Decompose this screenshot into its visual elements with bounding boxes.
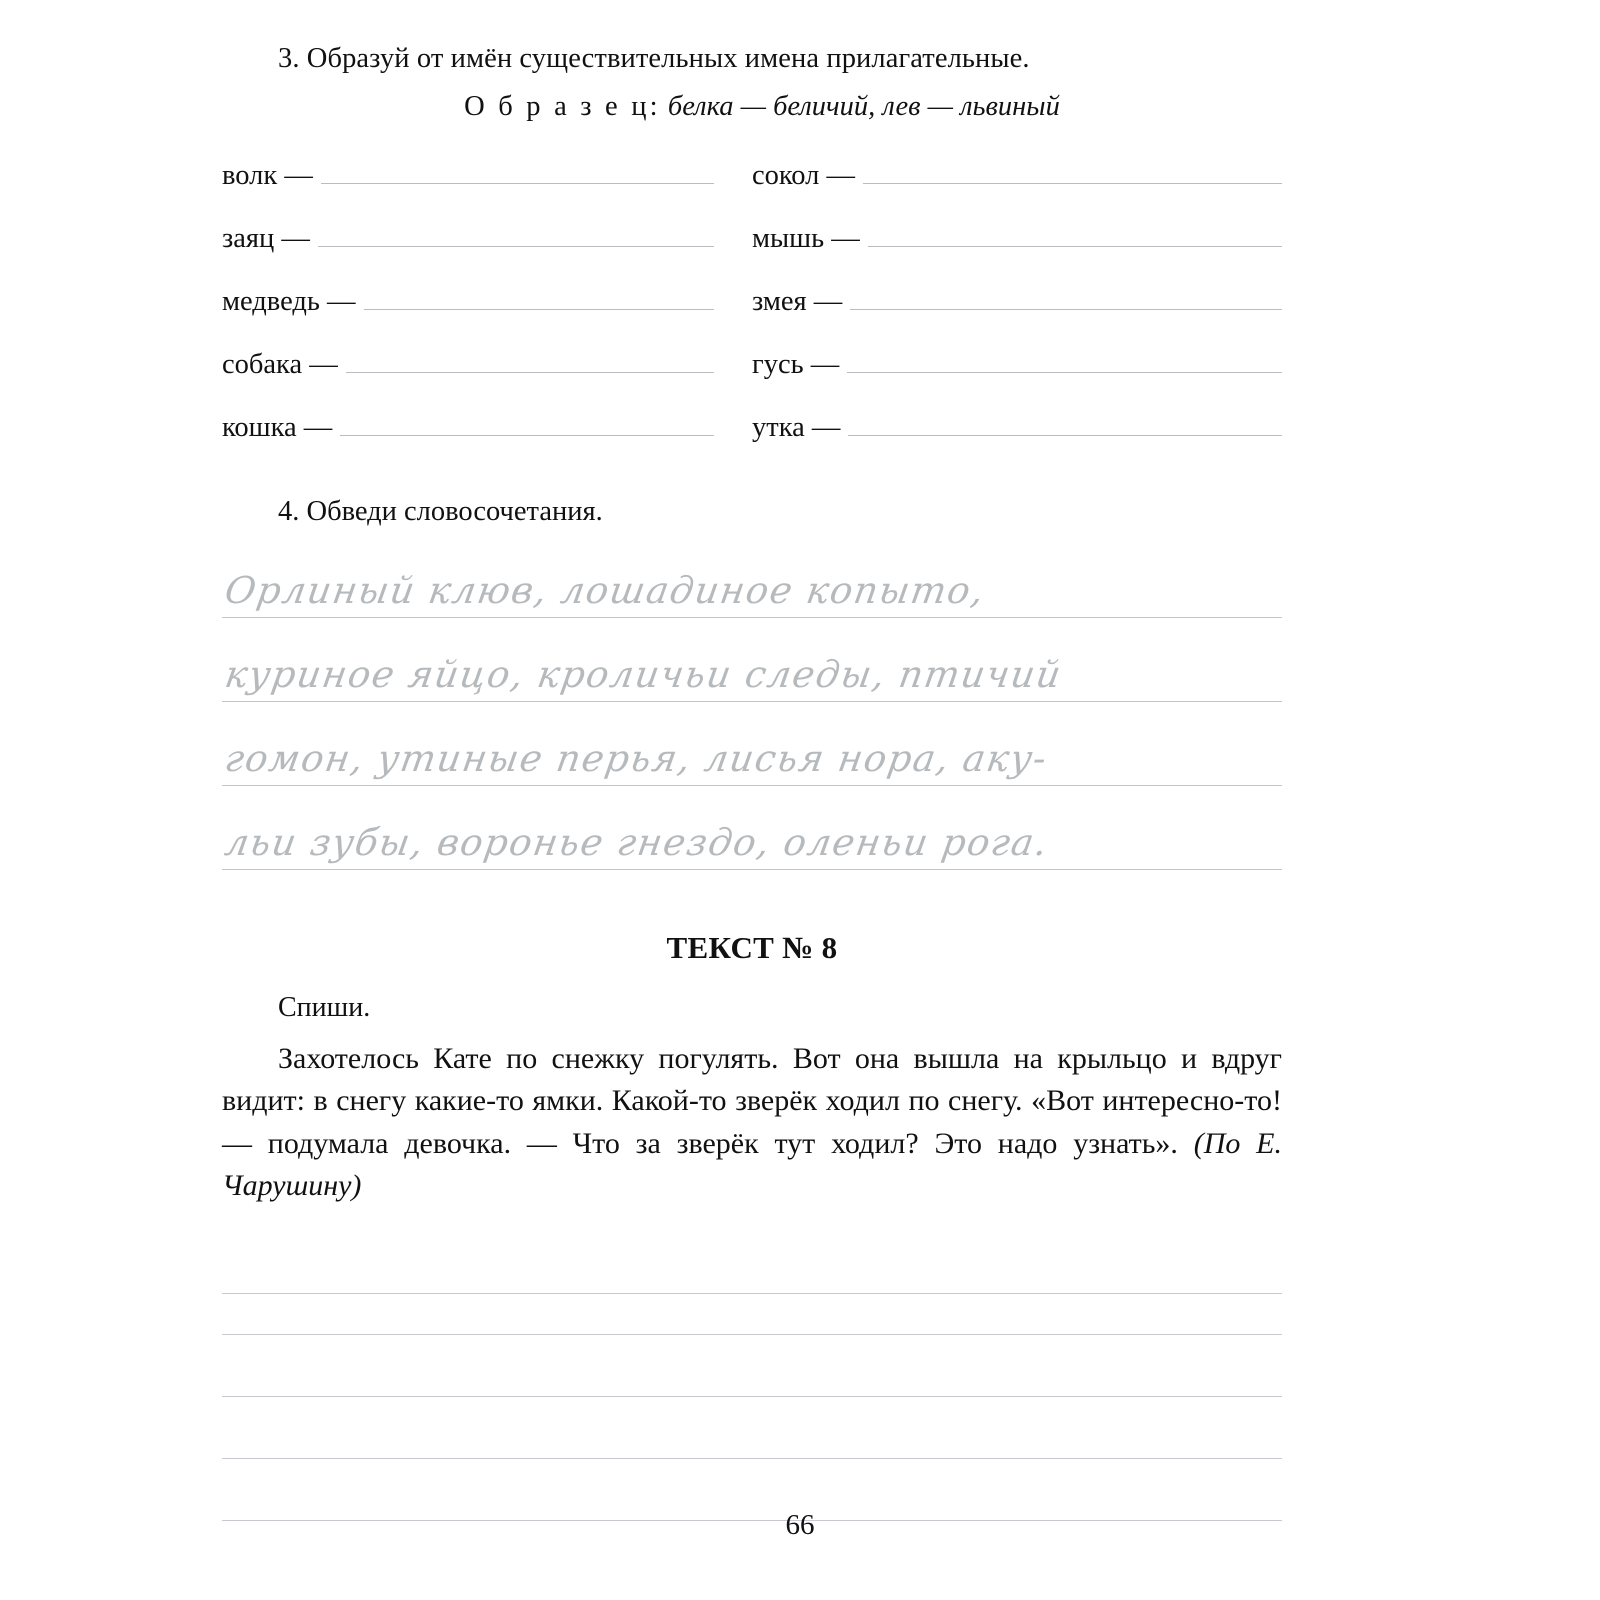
cursive-row[interactable] [222,710,1282,794]
sample-text: белка — беличий, лев — львиный [667,91,1060,123]
text-8-task: Спиши. [278,991,371,1023]
answer-blank[interactable] [346,342,714,373]
cursive-ruling [222,617,1282,618]
writing-line[interactable] [222,1253,1282,1294]
word-label: змея — [752,285,843,317]
word-label: медведь — [222,285,356,317]
word-label: гусь — [752,348,840,380]
word-column-right [752,153,1282,468]
word-label: заяц — [222,222,310,254]
cursive-line-text: Орлиный клюв, лошадиное копыто, [222,568,989,612]
text-8-body [222,1038,1282,1207]
answer-blank[interactable] [863,153,1282,184]
cursive-row[interactable] [222,626,1282,710]
cursive-line-text: льи зубы, воронье гнездо, оленьи рога. [222,820,1052,864]
cursive-ruling [222,785,1282,786]
answer-blank[interactable] [340,405,714,436]
cursive-row[interactable] [222,542,1282,626]
page-content [222,40,1282,1521]
answer-blank[interactable] [321,153,714,184]
word-row [222,342,752,405]
writing-gap [222,1335,1282,1356]
writing-gap [222,1459,1282,1480]
word-row [222,405,752,468]
word-label: кошка — [222,411,333,443]
word-label: мышь — [752,222,860,254]
word-row [752,405,1282,468]
writing-gap [222,1397,1282,1418]
exercise-4-heading: 4. Обведи словосочетания. [278,495,603,527]
page-number: 66 [785,1509,815,1541]
word-label: волк — [222,159,313,191]
text-8-attribution: (По Е. Чарушину) [222,1126,1282,1202]
cursive-ruling [222,701,1282,702]
answer-blank[interactable] [847,342,1282,373]
answer-blank[interactable] [364,279,715,310]
cursive-line-text: гомон, утиные перья, лисья нора, аку- [222,736,1051,780]
cursive-ruling [222,869,1282,870]
writing-line[interactable] [222,1418,1282,1459]
word-label: сокол — [752,159,856,191]
writing-line[interactable] [222,1294,1282,1335]
cursive-tracing-block [222,542,1282,878]
answer-blank[interactable] [850,279,1282,310]
word-label: собака — [222,348,338,380]
text-8-title: ТЕКСТ № 8 [666,929,838,965]
word-row [752,279,1282,342]
cursive-line-text: куриное яйцо, кроличьи следы, птичий [222,652,1066,696]
exercise-3-word-grid [222,153,1282,468]
text-8-body-main: Захотелось Кате по снежку погулять. Вот она вышла на крыльцо и вдруг видит: в снегу какие-то ямки. Какой-то зверёк ходил по снегу. «Вот интересно-то! — подумала девочка. — Что за зверёк тут ходил? Это надо узнать». [222,1041,1282,1160]
exercise-3-sample [222,88,1282,126]
sample-label: О б р а з е ц: [464,91,661,123]
exercise-3-heading: 3. Образуй от имён существительных имена прилагательные. [278,43,1030,74]
writing-line[interactable] [222,1356,1282,1397]
word-row [222,153,752,216]
word-label: утка — [752,411,841,443]
word-row [222,216,752,279]
answer-blank[interactable] [868,216,1282,247]
word-column-left [222,153,752,468]
word-row [752,216,1282,279]
word-row [752,342,1282,405]
cursive-row[interactable] [222,794,1282,878]
writing-lines-area[interactable] [222,1253,1282,1521]
word-row [752,153,1282,216]
word-row [222,279,752,342]
answer-blank[interactable] [848,405,1282,436]
answer-blank[interactable] [318,216,714,247]
